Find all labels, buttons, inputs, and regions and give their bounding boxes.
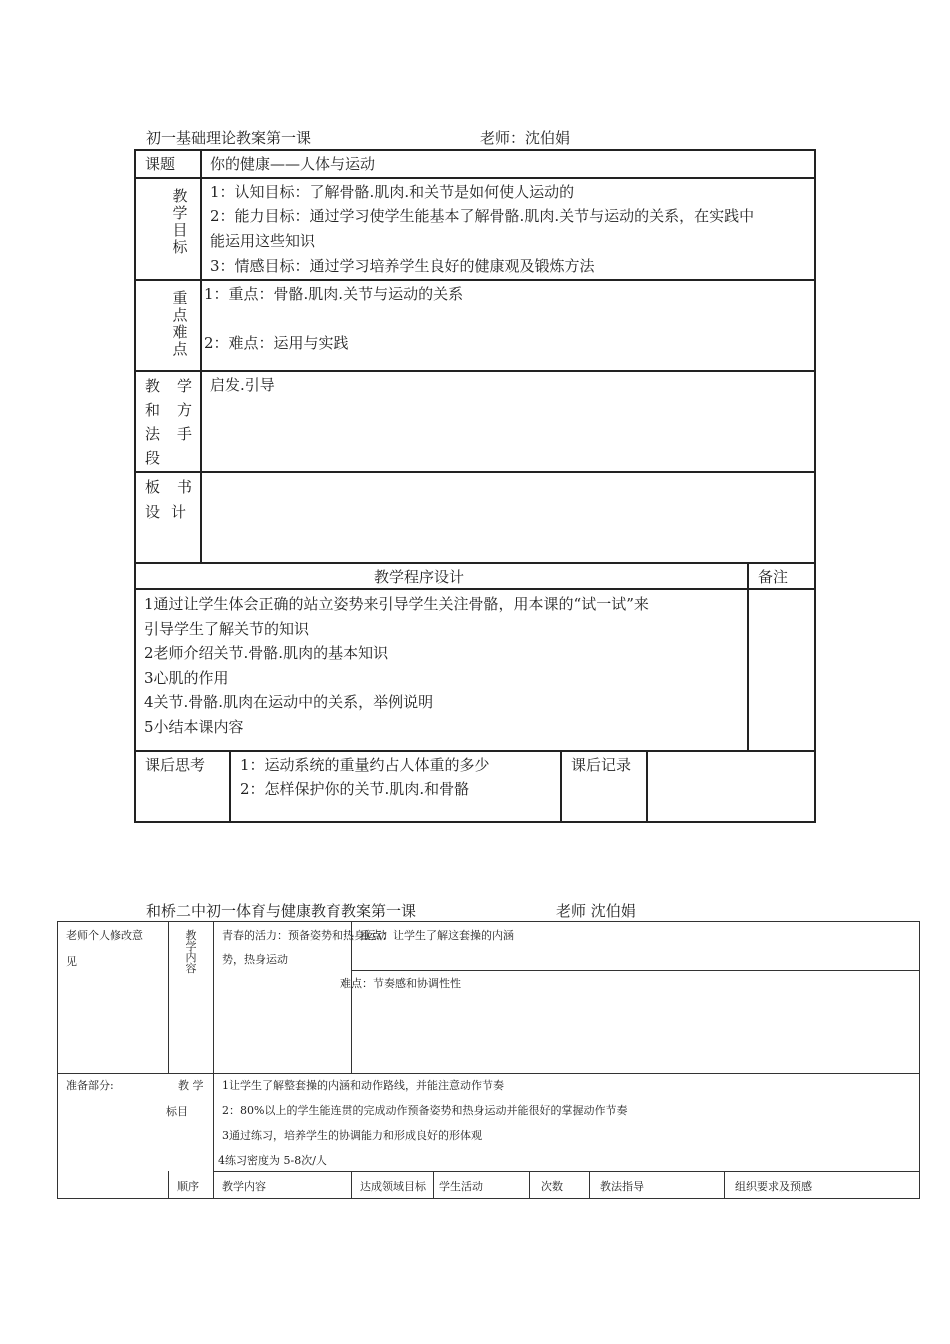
col-order: 顺序 — [177, 1180, 199, 1193]
col-organization: 组织要求及预感 — [735, 1180, 812, 1193]
key-point-2: 2：难点：运用与实践 — [204, 334, 349, 352]
content-label: 教 学 内 容 — [185, 929, 197, 975]
doc2-teacher: 老师 沈伯娟 — [556, 902, 636, 920]
board-label: 板 书 设 计 — [145, 478, 193, 521]
procedure-line-5: 4关节.骨骼.肌肉在运动中的关系，举例说明 — [144, 693, 434, 711]
content-line-1: 青春的活力：预备姿势和热身运动 — [222, 929, 387, 942]
topic-label: 课题 — [145, 155, 176, 173]
procedure-line-1: 1通过让学生体会正确的站立姿势来引导学生关注骨骼，用本课的“试一试”来 — [144, 595, 649, 613]
procedure-line-4: 3心肌的作用 — [144, 669, 229, 687]
method-label: 教 学 和 方 法 手 段 — [145, 377, 193, 467]
prep-label: 准备部分: — [66, 1079, 114, 1092]
reflection-label: 课后思考 — [145, 756, 206, 774]
col-guidance: 教法指导 — [600, 1180, 644, 1193]
reflection-2: 2：怎样保护你的关节.肌肉.和骨骼 — [240, 780, 470, 798]
goals-label: 教 学 目 标 — [172, 187, 188, 256]
topic-value: 你的健康——人体与运动 — [210, 155, 376, 173]
procedure-line-2: 引导学生了解关节的知识 — [144, 620, 310, 638]
goal-line-4: 3：情感目标：通过学习培养学生良好的健康观及锻炼方法 — [210, 257, 595, 275]
procedure-line-3: 2老师介绍关节.骨骼.肌肉的基本知识 — [144, 644, 389, 662]
goal-label: 教 学 — [178, 1079, 204, 1092]
goal-label-cont: 标目 — [166, 1105, 188, 1118]
doc2-goal-2: 2：80%以上的学生能连贯的完成动作预备姿势和热身运动并能很好的掌握动作节奏 — [222, 1104, 628, 1117]
goal-line-3: 能运用这些知识 — [210, 232, 316, 250]
doc2-title: 和桥二中初一体育与健康教育教案第一课 — [146, 902, 417, 920]
col-content: 教学内容 — [222, 1180, 266, 1193]
modify-label: 老师个人修改意 — [66, 929, 143, 942]
content-difficulty: 难点：节奏感和协调性性 — [340, 977, 461, 990]
content-key-point: 重点：让学生了解这套操的内涵 — [360, 929, 514, 942]
doc2-goal-1: 1让学生了解整套操的内涵和动作路线，并能注意动作节奏 — [222, 1079, 504, 1092]
goal-line-2: 2：能力目标：通过学习使学生能基本了解骨骼.肌肉.关节与运动的关系，在实践中 — [210, 207, 755, 225]
remark-header: 备注 — [758, 568, 789, 586]
key-label: 重 点 难 点 — [172, 289, 188, 358]
doc1-teacher: 老师：沈伯娟 — [480, 129, 571, 147]
goal-line-1: 1：认知目标：了解骨骼.肌肉.和关节是如何使人运动的 — [210, 183, 575, 201]
col-times: 次数 — [541, 1180, 563, 1193]
key-point-1: 1：重点：骨骼.肌肉.关节与运动的关系 — [204, 285, 464, 303]
reflection-1: 1：运动系统的重量约占人体重的多少 — [240, 756, 490, 774]
procedure-header: 教学程序设计 — [374, 568, 465, 586]
doc1-title: 初一基础理论教案第一课 — [146, 129, 312, 147]
doc2-goal-4: 4练习密度为 5-8次/人 — [218, 1154, 327, 1167]
record-label: 课后记录 — [571, 756, 632, 774]
doc2-goal-3: 3通过练习，培养学生的协调能力和形成良好的形体观 — [222, 1129, 482, 1142]
col-activity: 学生活动 — [439, 1180, 483, 1193]
procedure-line-6: 5小结本课内容 — [144, 718, 244, 736]
col-target: 达成领域目标 — [360, 1180, 426, 1193]
modify-label-cont: 见 — [66, 955, 77, 968]
method-value: 启发.引导 — [210, 376, 275, 394]
content-line-2: 势，热身运动 — [222, 953, 288, 966]
